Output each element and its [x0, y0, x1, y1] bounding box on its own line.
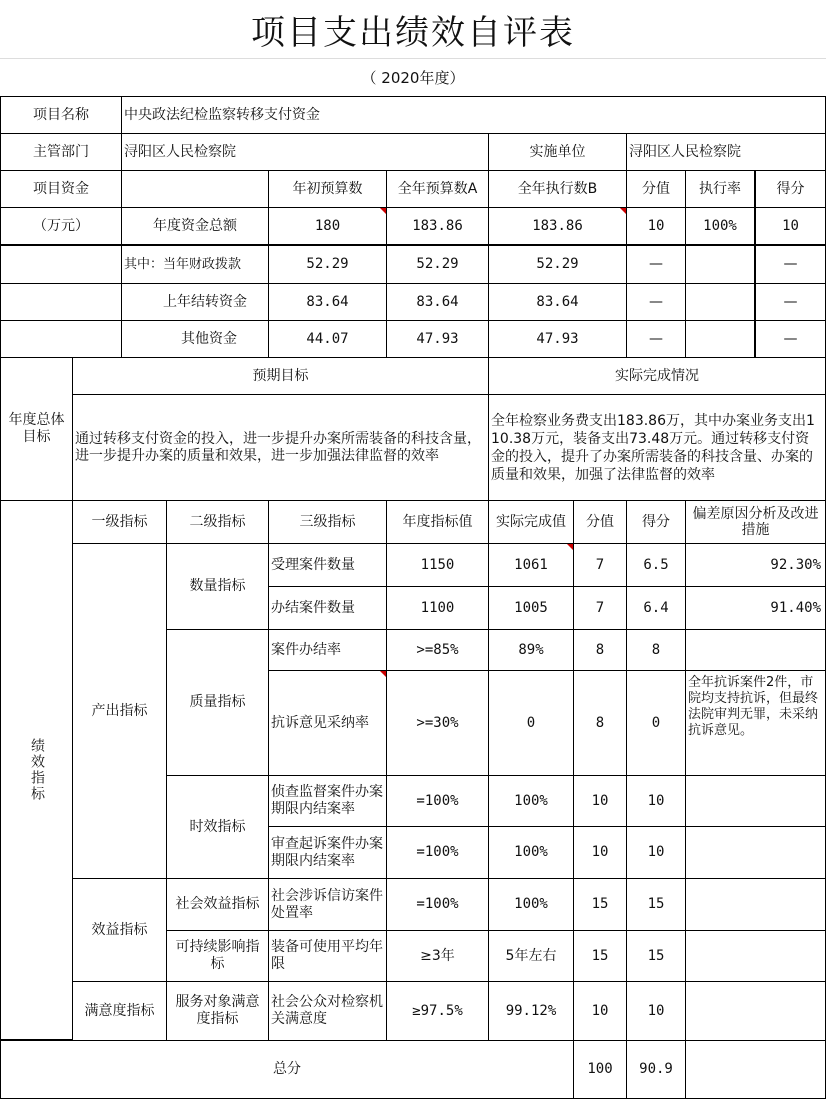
actual-result-text: 全年检察业务费支出183.86万，其中办案业务支出110.38万元，装备支出73.48万元。通过转移支付资金的投入，提升了办案所需装备的科技含量、办案的质量和效果，加强了法律监督的效率 — [488, 394, 826, 501]
fund-row-initial: 52.29 — [268, 245, 387, 284]
ind-row-name: 社会涉诉信访案件处置率 — [268, 878, 387, 931]
fund-row-blank — [0, 283, 122, 321]
dept-value: 浔阳区人民检察院 — [121, 133, 489, 171]
fund-row-score: 10 — [755, 207, 826, 247]
ind-header-score: 得分 — [626, 500, 686, 544]
fund-row-rate — [685, 245, 757, 284]
ind-row-target: ≥97.5% — [386, 981, 489, 1041]
ind-row-note — [685, 878, 826, 931]
fund-row-executed: 183.86 — [488, 207, 627, 247]
fund-row-rate — [685, 283, 757, 321]
ind-header-level2: 二级指标 — [166, 500, 269, 544]
fund-row-annual: 47.93 — [386, 320, 489, 358]
ind-row-name: 案件办结率 — [268, 629, 387, 671]
funds-header-executed: 全年执行数B — [488, 170, 627, 208]
comment-marker[interactable] — [380, 671, 386, 677]
ind-row-name: 抗诉意见采纳率 — [268, 670, 387, 776]
level1-satisfaction: 满意度指标 — [72, 981, 167, 1041]
comment-marker[interactable] — [567, 544, 573, 550]
ind-row-score: 15 — [626, 878, 686, 931]
ind-row-value: 15 — [573, 878, 627, 931]
funds-header-score-value: 分值 — [626, 170, 686, 208]
ind-row-target: 1150 — [386, 543, 489, 587]
ind-header-level3: 三级指标 — [268, 500, 387, 544]
fund-row-blank — [0, 245, 122, 284]
impl-value: 浔阳区人民检察院 — [626, 133, 826, 171]
comment-marker[interactable] — [380, 208, 386, 214]
ind-header-note: 偏差原因分析及改进措施 — [685, 500, 826, 544]
ind-row-target: >=85% — [386, 629, 489, 671]
ind-row-score: 6.5 — [626, 543, 686, 587]
ind-header-level1: 一级指标 — [72, 500, 167, 544]
ind-row-note: 全年抗诉案件2件，市院均支持抗诉，但最终法院审判无罪，未采纳抗诉意见。 — [685, 670, 826, 776]
ind-row-score: 0 — [626, 670, 686, 776]
ind-row-score: 8 — [626, 629, 686, 671]
expected-goal-header: 预期目标 — [72, 357, 489, 395]
ind-row-note: 92.30% — [685, 543, 826, 587]
ind-row-name: 社会公众对检察机关满意度 — [268, 981, 387, 1041]
ind-row-value: 10 — [573, 981, 627, 1041]
fund-row-executed: 83.64 — [488, 283, 627, 321]
fund-row-executed: 47.93 — [488, 320, 627, 358]
expected-goal-text: 通过转移支付资金的投入，进一步提升办案所需装备的科技含量，进一步提升办案的质量和效果，进一步加强法律监督的效率 — [72, 394, 489, 501]
fund-row-rate — [685, 320, 757, 358]
level2-service-satisfaction: 服务对象满意度指标 — [166, 981, 269, 1041]
ind-row-actual: 100% — [488, 775, 574, 827]
fund-row-score-value: — — [626, 320, 686, 358]
ind-row-note: 91.40% — [685, 586, 826, 630]
funds-header-score: 得分 — [755, 170, 826, 208]
ind-row-note — [685, 629, 826, 671]
fund-row-label: 其他资金 — [121, 320, 269, 358]
indicators-section-text: 绩效指标 — [29, 738, 45, 802]
comment-marker[interactable] — [620, 208, 626, 214]
total-score: 90.9 — [626, 1040, 686, 1099]
goals-label: 年度总体目标 — [0, 357, 73, 501]
ind-row-target: ≥3年 — [386, 930, 489, 982]
fund-row-score: — — [755, 283, 826, 321]
fund-row-annual: 52.29 — [386, 245, 489, 284]
funds-label-bottom: （万元） — [0, 207, 122, 247]
ind-row-actual: 100% — [488, 826, 574, 879]
ind-row-score: 6.4 — [626, 586, 686, 630]
ind-row-note — [685, 981, 826, 1041]
fund-row-blank — [0, 320, 122, 358]
fund-row-initial: 180 — [268, 207, 387, 247]
ind-row-name: 受理案件数量 — [268, 543, 387, 587]
fund-row-label: 年度资金总额 — [121, 207, 269, 247]
ind-row-actual: 1061 — [488, 543, 574, 587]
ind-row-target: =100% — [386, 878, 489, 931]
ind-row-actual: 0 — [488, 670, 574, 776]
funds-header-initial: 年初预算数 — [268, 170, 387, 208]
level2-social: 社会效益指标 — [166, 878, 269, 931]
ind-header-value: 分值 — [573, 500, 627, 544]
fund-row-executed: 52.29 — [488, 245, 627, 284]
fund-row-label: 其中：当年财政拨款 — [121, 245, 269, 284]
ind-row-score: 15 — [626, 930, 686, 982]
ind-row-actual: 5年左右 — [488, 930, 574, 982]
ind-row-value: 7 — [573, 586, 627, 630]
fund-row-initial: 44.07 — [268, 320, 387, 358]
ind-row-score: 10 — [626, 826, 686, 879]
total-note-blank — [685, 1040, 826, 1099]
fund-row-annual: 83.64 — [386, 283, 489, 321]
ind-row-actual: 1005 — [488, 586, 574, 630]
ind-row-value: 8 — [573, 670, 627, 776]
level1-benefit: 效益指标 — [72, 878, 167, 982]
ind-row-value: 10 — [573, 775, 627, 827]
level1-output: 产出指标 — [72, 543, 167, 879]
fund-row-score-value: — — [626, 245, 686, 284]
total-label: 总分 — [0, 1040, 574, 1099]
ind-row-value: 15 — [573, 930, 627, 982]
fund-row-rate: 100% — [685, 207, 757, 247]
level2-quantity: 数量指标 — [166, 543, 269, 630]
funds-label-top: 项目资金 — [0, 170, 122, 208]
ind-row-note — [685, 930, 826, 982]
ind-row-score: 10 — [626, 981, 686, 1041]
ind-row-value: 7 — [573, 543, 627, 587]
ind-row-score: 10 — [626, 775, 686, 827]
page-title: 项目支出绩效自评表 — [0, 0, 826, 59]
fund-row-score-value: 10 — [626, 207, 686, 247]
dept-label: 主管部门 — [0, 133, 122, 171]
ind-header-actual: 实际完成值 — [488, 500, 574, 544]
ind-row-name: 办结案件数量 — [268, 586, 387, 630]
ind-row-target: =100% — [386, 775, 489, 827]
fund-row-score: — — [755, 320, 826, 358]
ind-row-value: 10 — [573, 826, 627, 879]
ind-row-actual: 89% — [488, 629, 574, 671]
ind-row-name: 装备可使用平均年限 — [268, 930, 387, 982]
fiscal-year: （ 2020年度） — [361, 68, 465, 87]
funds-header-annual: 全年预算数A — [386, 170, 489, 208]
total-value: 100 — [573, 1040, 627, 1099]
ind-row-note — [685, 826, 826, 879]
ind-row-name: 侦查监督案件办案期限内结案率 — [268, 775, 387, 827]
fund-row-label: 上年结转资金 — [121, 283, 269, 321]
ind-row-actual: 100% — [488, 878, 574, 931]
fund-row-initial: 83.64 — [268, 283, 387, 321]
project-name-value: 中央政法纪检监察转移支付资金 — [121, 96, 826, 134]
fund-row-score: — — [755, 245, 826, 284]
actual-result-header: 实际完成情况 — [488, 357, 826, 395]
ind-row-note — [685, 775, 826, 827]
indicators-section-label — [0, 500, 73, 1040]
impl-label: 实施单位 — [488, 133, 627, 171]
ind-header-target: 年度指标值 — [386, 500, 489, 544]
funds-header-rate: 执行率 — [685, 170, 757, 208]
project-name-label: 项目名称 — [0, 96, 122, 134]
ind-row-target: 1100 — [386, 586, 489, 630]
ind-row-target: =100% — [386, 826, 489, 879]
ind-row-target: >=30% — [386, 670, 489, 776]
level2-sustainable: 可持续影响指标 — [166, 930, 269, 982]
fund-row-score-value: — — [626, 283, 686, 321]
ind-row-name: 审查起诉案件办案期限内结案率 — [268, 826, 387, 879]
level2-timeliness: 时效指标 — [166, 775, 269, 879]
ind-row-actual: 99.12% — [488, 981, 574, 1041]
fund-row-annual: 183.86 — [386, 207, 489, 247]
level2-quality: 质量指标 — [166, 629, 269, 776]
ind-row-value: 8 — [573, 629, 627, 671]
funds-header-blank — [121, 170, 269, 208]
